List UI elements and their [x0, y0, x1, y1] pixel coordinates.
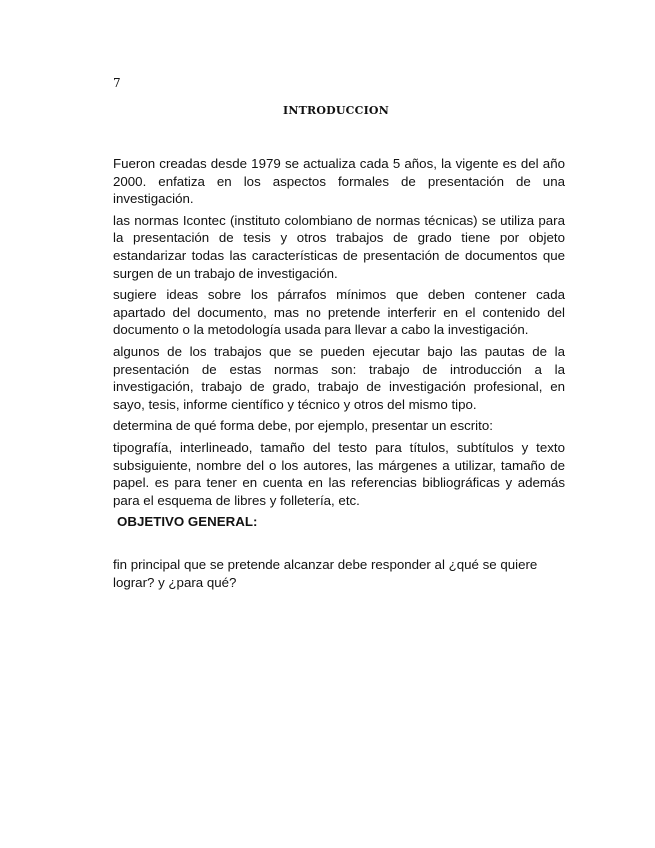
intro-paragraph: determina de qué forma debe, por ejemplo, presentar un escrito: [113, 418, 493, 434]
intro-paragraph: algunos de los trabajos que se pueden ejecutar bajo las pautas de la presentación de estas normas son: trabajo de introducción a la investigación, trabajo de grado, trabajo de investigación profesional, en sayo, tesis, informe científico y técnico y otros del mismo tipo. [113, 343, 565, 412]
objective-heading: OBJETIVO GENERAL: [117, 514, 258, 529]
intro-paragraph: Fueron creadas desde 1979 se actualiza cada 5 años, la vigente es del año 2000. enfatiza en los aspectos formales de presentación de una investigación. [113, 156, 565, 207]
introduction-body [113, 155, 565, 513]
intro-paragraph: las normas Icontec (instituto colombiano de normas técnicas) se utiliza para la presentación de tesis y otros trabajos de grado tiene por objeto estandarizar todas las características de presentación de documentos que surgen de un trabajo de investigación. [113, 212, 565, 281]
page-number: 7 [113, 76, 121, 90]
intro-paragraph: sugiere ideas sobre los párrafos mínimos que deben contener cada apartado del documento, mas no pretende interferir en el contenido del documento o la metodología usada para llevar a cabo la investigación. [113, 287, 565, 338]
objective-text: fin principal que se pretende alcanzar debe responder al ¿qué se quiere lograr? y ¿para qué? [113, 557, 538, 590]
intro-paragraph: tipografía, interlineado, tamaño del testo para títulos, subtítulos y texto subsiguiente, nombre del o los autores, las márgenes a utilizar, tamaño de papel. es para tener en cuenta en las referencias bibliográficas y además para el esquema de libres y folletería, etc. [113, 439, 565, 508]
page-title: INTRODUCCION [283, 104, 389, 117]
